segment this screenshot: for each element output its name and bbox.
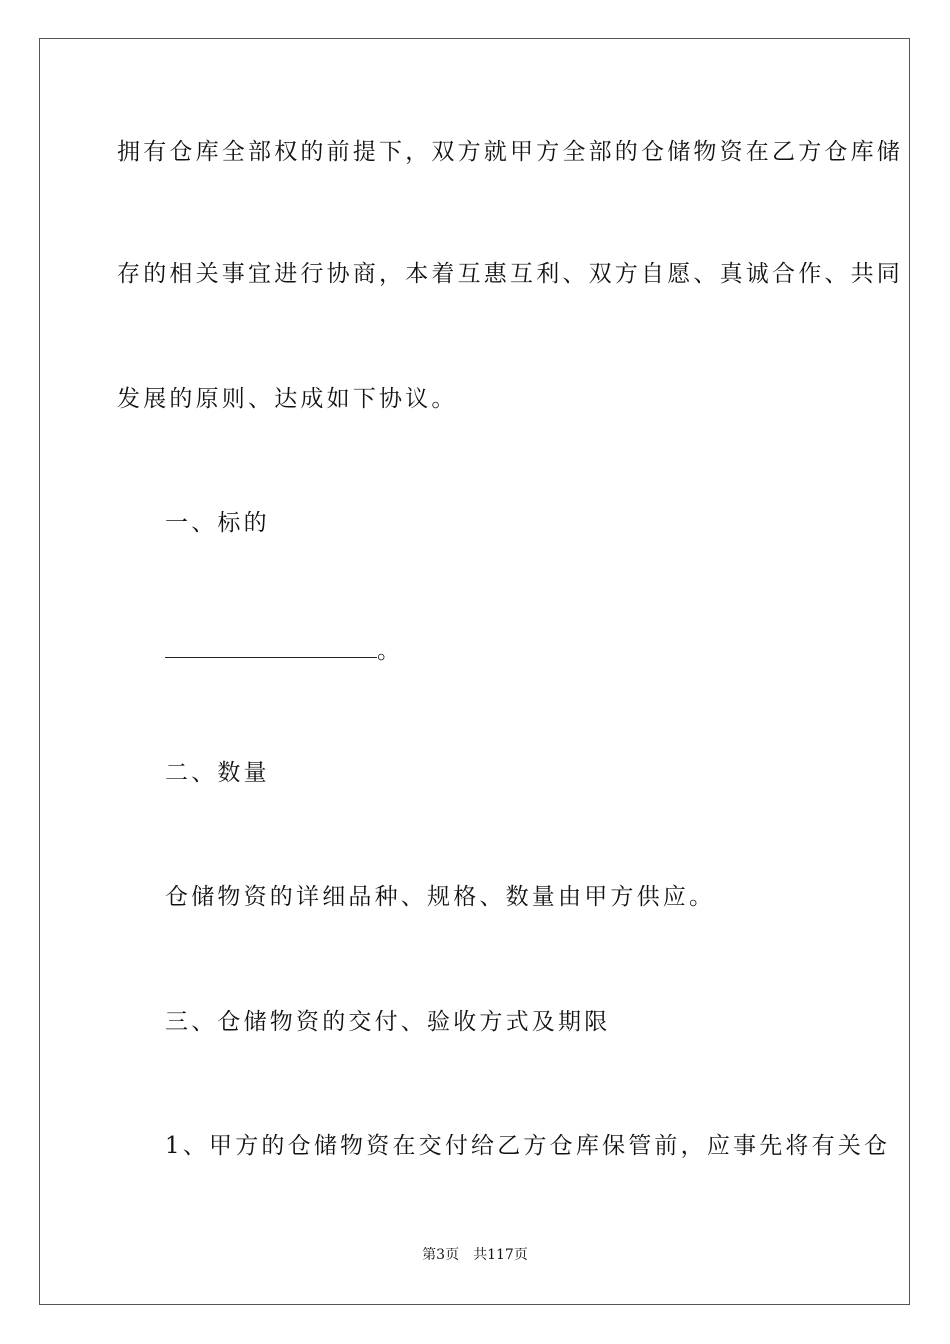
body-text-line: 发展的原则、达成如下协议。: [117, 386, 458, 412]
section-heading: 一、标的: [165, 510, 270, 536]
page-footer: [0, 1245, 950, 1265]
page-border: [39, 38, 910, 1305]
fill-in-blank: [165, 636, 400, 666]
body-text-line: 1、甲方的仓储物资在交付给乙方仓库保管前，应事先将有关仓: [165, 1133, 891, 1159]
body-text-line: 拥有仓库全部权的前提下，双方就甲方全部的仓储物资在乙方仓库储: [117, 139, 903, 165]
page-number: 第3页: [422, 1247, 460, 1263]
body-text-line: 存的相关事宜进行协商，本着互惠互利、双方自愿、真诚合作、共同: [117, 261, 903, 287]
section-heading: 三、仓储物资的交付、验收方式及期限: [165, 1009, 611, 1035]
blank-suffix: 。: [377, 638, 400, 664]
blank-underline: [165, 637, 377, 658]
page-total: 共117页: [473, 1247, 528, 1263]
section-heading: 二、数量: [165, 760, 270, 786]
body-text-line: 仓储物资的详细品种、规格、数量由甲方供应。: [165, 884, 716, 910]
